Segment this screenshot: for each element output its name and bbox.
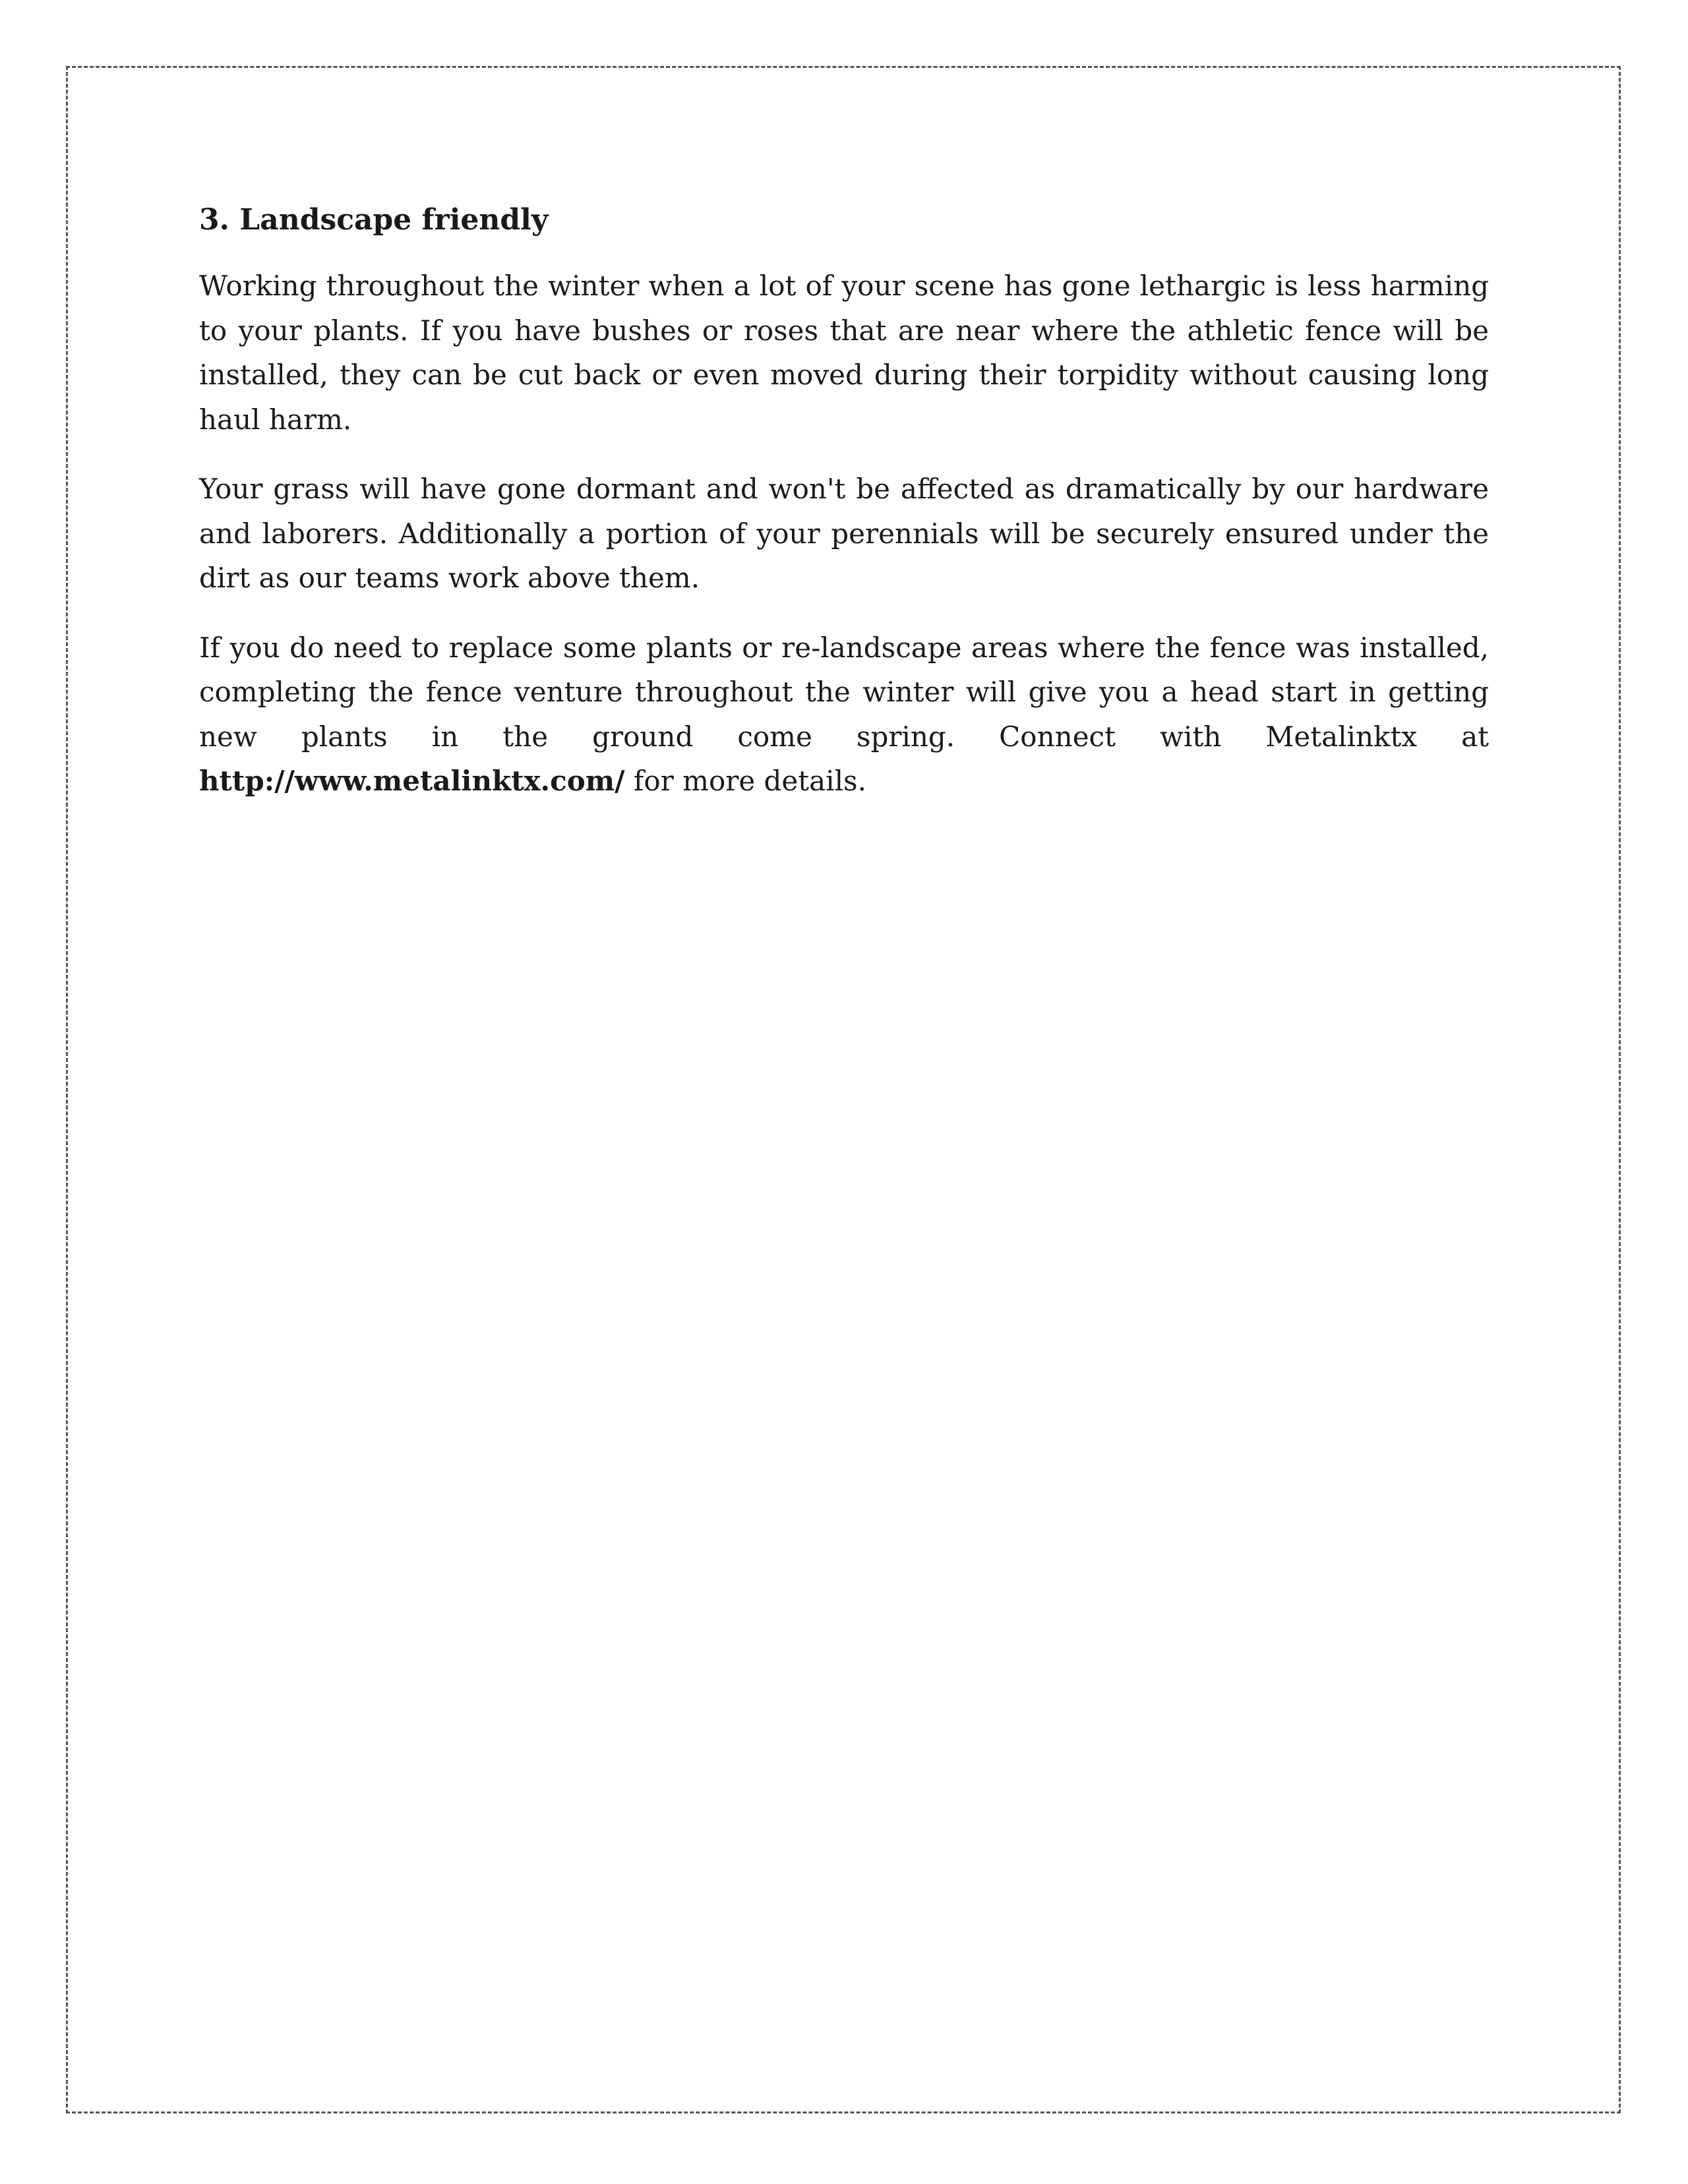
paragraph-2: Your grass will have gone dormant and won't be affected as dramatically by our hardware and laborers. Additionally a portion of your perennials will be securely ensured under the dirt as our teams work above them.	[199, 473, 1489, 594]
paragraph-1: Working throughout the winter when a lot of your scene has gone lethargic is less harming to your plants. If you have bushes or roses that are near where the athletic fence will be installed, they can be cut back or even moved during their torpidity without causing long haul harm.	[199, 270, 1489, 436]
paragraph-3-text: If you do need to replace some plants or re-landscape areas where the fence was installed, completing the fence venture throughout the winter will give you a head start in getting new plants in the ground come spring. Connect with Metalinktx at	[199, 631, 1489, 753]
metalinktx-link[interactable]: http://www.metalinktx.com/	[199, 765, 625, 797]
paragraph-3	[199, 626, 1489, 804]
document-content	[199, 198, 1489, 829]
paragraph-3-tail: for more details.	[624, 765, 866, 797]
section-heading: 3. Landscape friendly	[199, 203, 549, 237]
